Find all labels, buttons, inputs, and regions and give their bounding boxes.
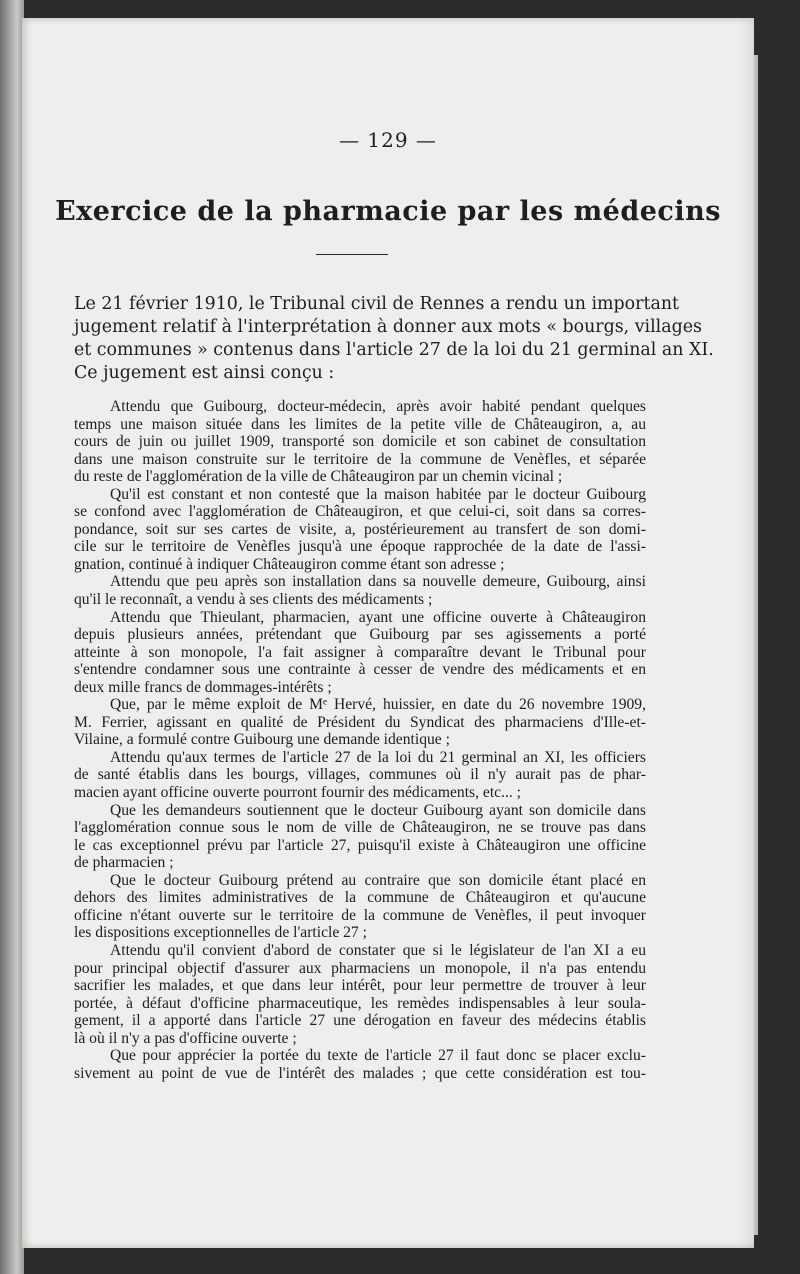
paragraph-line: dehors des limites administratives de la commune de Châteaugiron et qu'aucune — [74, 889, 646, 907]
article-title: Exercice de la pharmacie par les médecins — [55, 196, 721, 227]
paragraph-line: de pharmacien ; — [74, 854, 174, 872]
paragraph-line: sacrifier les malades, et que dans leur intérêt, pour leur permettre de trouver à leur — [74, 977, 646, 995]
paragraph-line: là où il n'y a pas d'officine ouverte ; — [74, 1029, 297, 1047]
paragraph-line: du reste de l'agglomération de la ville de Châteaugiron par un chemin vicinal ; — [74, 468, 563, 486]
paragraph-line: Attendu qu'il convient d'abord de constater que si le législateur de l'an XI a eu — [110, 941, 646, 959]
paragraph-line: Attendu que Thieulant, pharmacien, ayant une officine ouverte à Châteaugiron — [110, 608, 646, 626]
paragraph-line: Attendu que Guibourg, docteur-médecin, après avoir habité pendant quelques — [110, 398, 646, 415]
paragraph-line: depuis plusieurs années, prétendant que Guibourg par ses agissements a porté — [74, 626, 646, 644]
paragraph-line: temps une maison située dans les limites de la petite ville de Châteaugiron, a, au — [74, 415, 646, 433]
paragraph-line: Qu'il est constant et non contesté que la maison habitée par le docteur Guibourg — [110, 485, 646, 503]
paragraph-line: l'agglomération connue sous le nom de ville de Châteaugiron, ne se trouve pas dans — [74, 819, 646, 837]
paragraph-line: pour principal objectif d'assurer aux pharmaciens un monopole, il n'a pas entendu — [74, 959, 646, 977]
document-page — [22, 18, 754, 1248]
judgment-paragraph — [74, 749, 646, 802]
paragraph-line: deux mille francs de dommages-intérêts ; — [74, 678, 332, 696]
paragraph-line: le cas exceptionnel prévu par l'article 27, puisqu'il existe à Châteaugiron une officine — [74, 836, 646, 854]
paragraph-line: dans une maison construite sur le territoire de la commune de Venèfles, et séparée — [74, 450, 646, 468]
judgment-paragraph — [74, 872, 646, 942]
paragraph-line: atteinte à son monopole, l'a fait assigner à comparaître devant le Tribunal pour — [74, 643, 646, 661]
judgment-paragraph — [74, 942, 646, 1047]
paragraph-line: officine n'étant ouverte sur le territoire de la commune de Venèfles, il peut invoquer — [74, 906, 646, 924]
judgment-paragraph — [74, 802, 646, 872]
left-page-edge — [0, 0, 24, 1274]
paragraph-line: gement, il a apporté dans l'article 27 une dérogation en faveur des médecins établis — [74, 1012, 646, 1030]
judgment-text — [74, 398, 646, 1082]
paragraph-line: sivement au point de vue de l'intérêt des malades ; que cette considération est tou- — [74, 1064, 646, 1082]
judgment-paragraph — [74, 1047, 646, 1082]
paragraph-line: s'entendre condamner sous une contrainte à cesser de vendre des médicaments et en — [74, 661, 646, 679]
judgment-paragraph — [74, 398, 646, 486]
judgment-paragraph — [74, 486, 646, 574]
intro-line: Ce jugement est ainsi conçu : — [74, 363, 335, 383]
paragraph-line: M. Ferrier, agissant en qualité de Président du Syndicat des pharmaciens d'Ille-et- — [74, 713, 646, 731]
paragraph-line: cours de juin ou juillet 1909, transporté son domicile et son cabinet de consultation — [74, 433, 646, 451]
paragraph-line: gnation, continué à indiquer Châteaugiron comme étant son adresse ; — [74, 555, 505, 573]
paragraph-line: macien ayant officine ouverte pourront fournir des médicaments, etc... ; — [74, 784, 522, 802]
paragraph-line: qu'il le reconnaît, a vendu à ses clients des médicaments ; — [74, 591, 433, 609]
judgment-paragraph — [74, 573, 646, 608]
paragraph-line: Vilaine, a formulé contre Guibourg une demande identique ; — [74, 731, 450, 749]
paragraph-line: Que le docteur Guibourg prétend au contraire que son domicile étant placé en — [110, 871, 646, 889]
paragraph-line: Que les demandeurs soutiennent que le docteur Guibourg ayant son domicile dans — [110, 801, 646, 819]
paragraph-line: les dispositions exceptionnelles de l'article 27 ; — [74, 924, 367, 942]
title-divider — [316, 254, 388, 255]
paragraph-line: Attendu qu'aux termes de l'article 27 de la loi du 21 germinal an XI, les officiers — [110, 748, 646, 766]
paragraph-line: cile sur le territoire de Venèfles jusqu'à une époque rapprochée de la date de l'assi- — [74, 538, 646, 556]
intro-paragraph — [74, 293, 714, 385]
judgment-paragraph — [74, 696, 646, 749]
paragraph-line: portée, à défaut d'officine pharmaceutique, les remèdes indispensables à leur soula- — [74, 994, 646, 1012]
paragraph-line: pondance, soit sur ses cartes de visite, a, postérieurement au transfert de son domi- — [74, 520, 646, 538]
judgment-paragraph — [74, 609, 646, 697]
paragraph-line: Que pour apprécier la portée du texte de l'article 27 il faut donc se placer exclu- — [110, 1047, 646, 1065]
paragraph-line: de santé établis dans les bourgs, villages, communes où il n'y aurait pas de phar- — [74, 766, 646, 784]
intro-line: et communes » contenus dans l'article 27 de la loi du 21 germinal an XI. — [74, 340, 714, 360]
paragraph-line: se confond avec l'agglomération de Châteaugiron, et que celui-ci, soit dans sa corres- — [74, 503, 646, 521]
intro-line: jugement relatif à l'interprétation à donner aux mots « bourgs, villages — [74, 317, 702, 337]
page-number: — 129 — — [339, 128, 437, 152]
paragraph-line: Que, par le même exploit de Mᵉ Hervé, huissier, en date du 26 novembre 1909, — [110, 696, 646, 714]
intro-line: Le 21 février 1910, le Tribunal civil de Rennes a rendu un important — [74, 294, 680, 314]
paragraph-line: Attendu que peu après son installation dans sa nouvelle demeure, Guibourg, ainsi — [110, 573, 646, 591]
